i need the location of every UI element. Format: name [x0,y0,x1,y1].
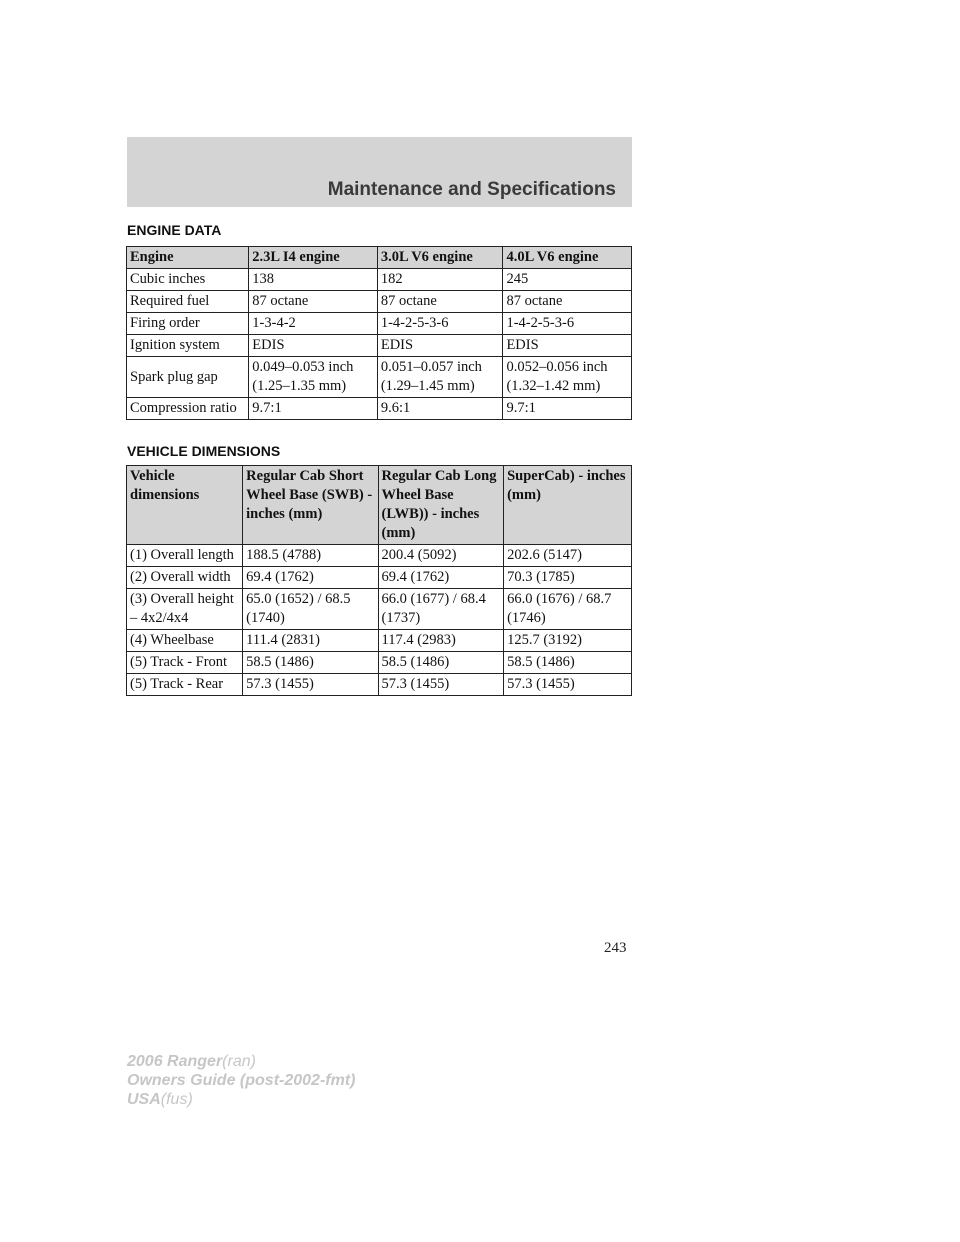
table-row [127,545,632,567]
table-row [127,335,632,357]
table-row [127,630,632,652]
row-label: Compression ratio [127,398,249,420]
table-cell: 58.5 (1486) [504,652,632,674]
table-cell: 138 [249,269,378,291]
table-cell: 117.4 (2983) [378,630,504,652]
row-label: Cubic inches [127,269,249,291]
table-cell: 57.3 (1455) [504,674,632,696]
engine-col-header: Engine [127,247,249,269]
engine-data-heading: ENGINE DATA [127,222,222,238]
table-row [127,269,632,291]
table-row [127,398,632,420]
footer-line [127,1071,355,1090]
engine-data-table [126,246,632,420]
table-cell: 202.6 (5147) [504,545,632,567]
table-cell: 9.6:1 [377,398,503,420]
table-row [127,567,632,589]
table-cell: 188.5 (4788) [243,545,378,567]
table-cell: 87 octane [503,291,632,313]
page-header-band [127,137,632,207]
row-label: (4) Wheelbase [127,630,243,652]
engine-col-header: 2.3L I4 engine [249,247,378,269]
table-cell: 0.052–0.056 inch (1.32–1.42 mm) [503,357,632,398]
footer-guide: Owners Guide (post-2002-fmt) [127,1072,356,1089]
table-cell: 0.051–0.057 inch (1.29–1.45 mm) [377,357,503,398]
table-cell: 245 [503,269,632,291]
table-cell: 57.3 (1455) [378,674,504,696]
table-cell: 69.4 (1762) [378,567,504,589]
vehicle-col-header: Vehicle dimensions [127,466,243,545]
vehicle-col-header: SuperCab) - inches (mm) [504,466,632,545]
row-label: Firing order [127,313,249,335]
table-cell: EDIS [503,335,632,357]
row-label: (3) Overall height – 4x2/4x4 [127,589,243,630]
page-number: 243 [604,940,627,956]
row-label: Ignition system [127,335,249,357]
document-footer [127,1052,355,1109]
row-label: (5) Track - Front [127,652,243,674]
vehicle-table-header-row [127,466,632,545]
table-cell: 66.0 (1677) / 68.4 (1737) [378,589,504,630]
table-cell: 65.0 (1652) / 68.5 (1740) [243,589,378,630]
table-cell: 9.7:1 [249,398,378,420]
row-label: (2) Overall width [127,567,243,589]
page-header-title: Maintenance and Specifications [327,179,616,200]
engine-table-header-row [127,247,632,269]
table-row [127,313,632,335]
table-cell: 1-4-2-5-3-6 [377,313,503,335]
row-label: Required fuel [127,291,249,313]
table-cell: 125.7 (3192) [504,630,632,652]
footer-model: 2006 Ranger [127,1053,223,1070]
vehicle-col-header: Regular Cab Long Wheel Base (LWB)) - inches (mm) [378,466,504,545]
row-label: (1) Overall length [127,545,243,567]
table-cell: 87 octane [249,291,378,313]
table-row [127,674,632,696]
table-cell: 9.7:1 [503,398,632,420]
table-cell: 200.4 (5092) [378,545,504,567]
table-cell: 57.3 (1455) [243,674,378,696]
vehicle-dimensions-table [126,465,632,696]
footer-market: USA [127,1091,161,1108]
footer-line [127,1090,355,1109]
table-row [127,652,632,674]
table-cell: 1-4-2-5-3-6 [503,313,632,335]
table-cell: EDIS [377,335,503,357]
row-label: (5) Track - Rear [127,674,243,696]
table-cell: 70.3 (1785) [504,567,632,589]
engine-col-header: 3.0L V6 engine [377,247,503,269]
vehicle-col-header: Regular Cab Short Wheel Base (SWB) - inches (mm) [243,466,378,545]
table-row [127,357,632,398]
table-cell: 58.5 (1486) [378,652,504,674]
row-label: Spark plug gap [127,357,249,398]
table-cell: 182 [377,269,503,291]
engine-col-header: 4.0L V6 engine [503,247,632,269]
table-row [127,291,632,313]
table-cell: 0.049–0.053 inch (1.25–1.35 mm) [249,357,378,398]
table-cell: 66.0 (1676) / 68.7 (1746) [504,589,632,630]
table-row [127,589,632,630]
footer-line [127,1052,355,1071]
footer-market-code: (fus) [160,1091,193,1108]
footer-model-code: (ran) [222,1053,256,1070]
table-cell: 87 octane [377,291,503,313]
table-cell: 58.5 (1486) [243,652,378,674]
table-cell: 111.4 (2831) [243,630,378,652]
table-cell: 1-3-4-2 [249,313,378,335]
table-cell: EDIS [249,335,378,357]
table-cell: 69.4 (1762) [243,567,378,589]
vehicle-dimensions-heading: VEHICLE DIMENSIONS [127,443,281,459]
